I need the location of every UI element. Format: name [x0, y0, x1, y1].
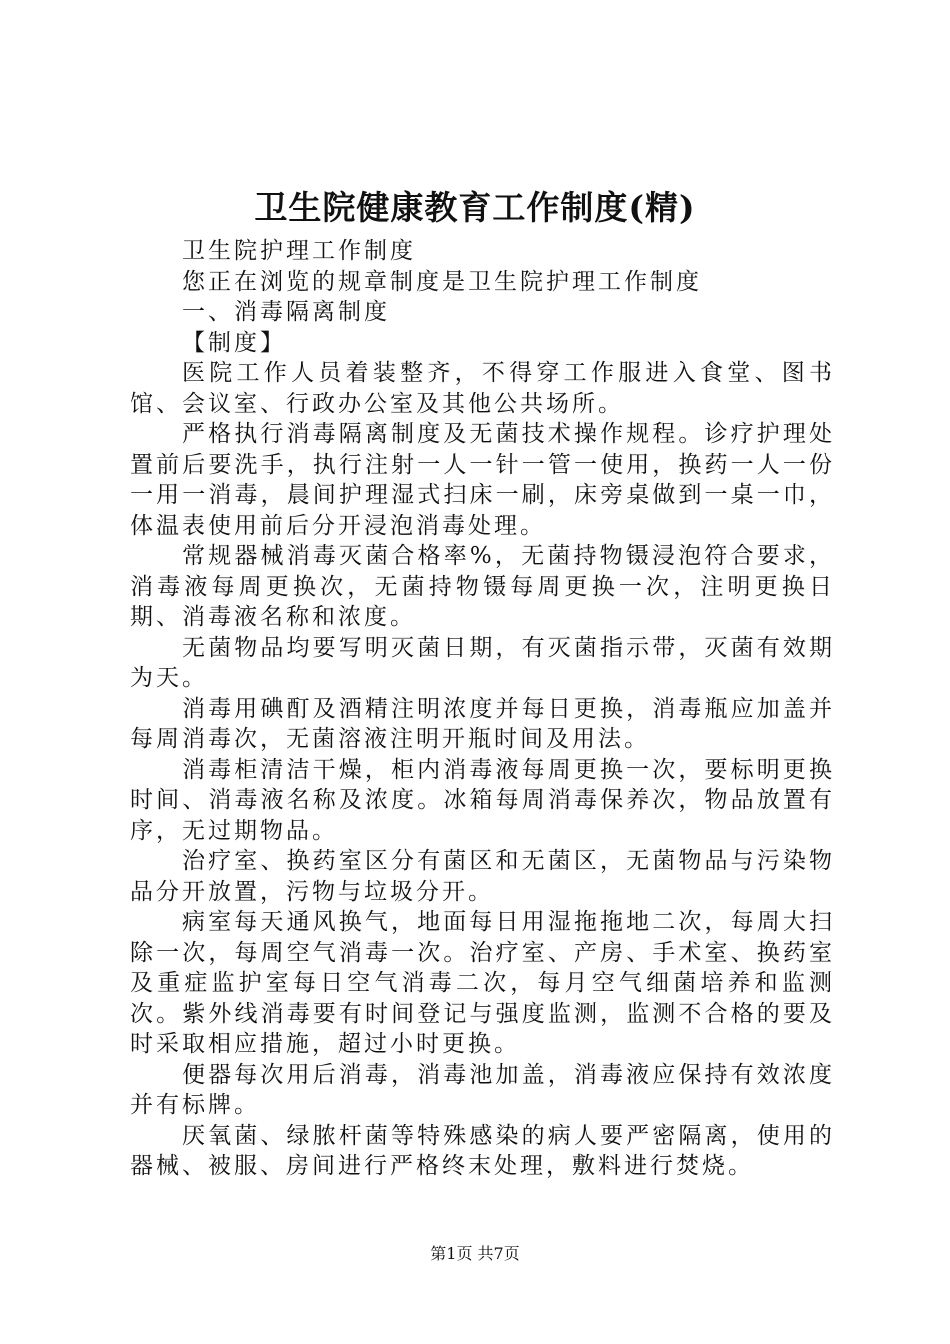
- document-title: 卫生院健康教育工作制度(精): [254, 188, 696, 227]
- paragraph: 消毒柜清洁干燥，柜内消毒液每周更换一次，要标明更换时间、消毒液名称及浓度。冰箱每周消毒保养次，物品放置有序，无过期物品。: [130, 756, 835, 844]
- paragraph: 便器每次用后消毒，消毒池加盖，消毒液应保持有效浓度并有标牌。: [130, 1061, 835, 1118]
- paragraph: 治疗室、换药室区分有菌区和无菌区，无菌物品与污染物品分开放置，污物与垃圾分开。: [130, 848, 835, 905]
- paragraph: 病室每天通风换气，地面每日用湿拖拖地二次，每周大扫除一次，每周空气消毒一次。治疗室、产房、手术室、换药室及重症监护室每日空气消毒二次，每月空气细菌培养和监测次。紫外线消毒要有时间登记与强度监测，监测不合格的要及时采取相应措施，超过小时更换。: [130, 909, 835, 1057]
- paragraph: 无菌物品均要写明灭菌日期，有灭菌指示带，灭菌有效期为天。: [130, 634, 835, 691]
- document-body: [130, 236, 835, 1182]
- page-number-footer: 第1页 共7页: [430, 1244, 520, 1263]
- paragraph: 您正在浏览的规章制度是卫生院护理工作制度: [182, 268, 702, 295]
- paragraph: 严格执行消毒隔离制度及无菌技术操作规程。诊疗护理处置前后要洗手，执行注射一人一针一管一使用，换药一人一份一用一消毒，晨间护理湿式扫床一刷，床旁桌做到一桌一巾，体温表使用前后分开浸泡消毒处理。: [130, 421, 835, 539]
- paragraph: 卫生院护理工作制度: [182, 238, 416, 264]
- paragraph: 厌氧菌、绿脓杆菌等特殊感染的病人要严密隔离，使用的器械、被服、房间进行严格终末处理，敷料进行焚烧。: [130, 1122, 835, 1179]
- paragraph: 常规器械消毒灭菌合格率%，无菌持物镊浸泡符合要求，消毒液每周更换次，无菌持物镊每周更换一次，注明更换日期、消毒液名称和浓度。: [130, 543, 835, 630]
- section-heading: 一、消毒隔离制度: [182, 299, 390, 325]
- paragraph: 消毒用碘酊及酒精注明浓度并每日更换，消毒瓶应加盖并每周消毒次，无菌溶液注明开瓶时间及用法。: [130, 695, 835, 752]
- paragraph: 医院工作人员着装整齐，不得穿工作服进入食堂、图书馆、会议室、行政办公室及其他公共场所。: [130, 360, 835, 417]
- subsection-label: 【制度】: [182, 329, 286, 356]
